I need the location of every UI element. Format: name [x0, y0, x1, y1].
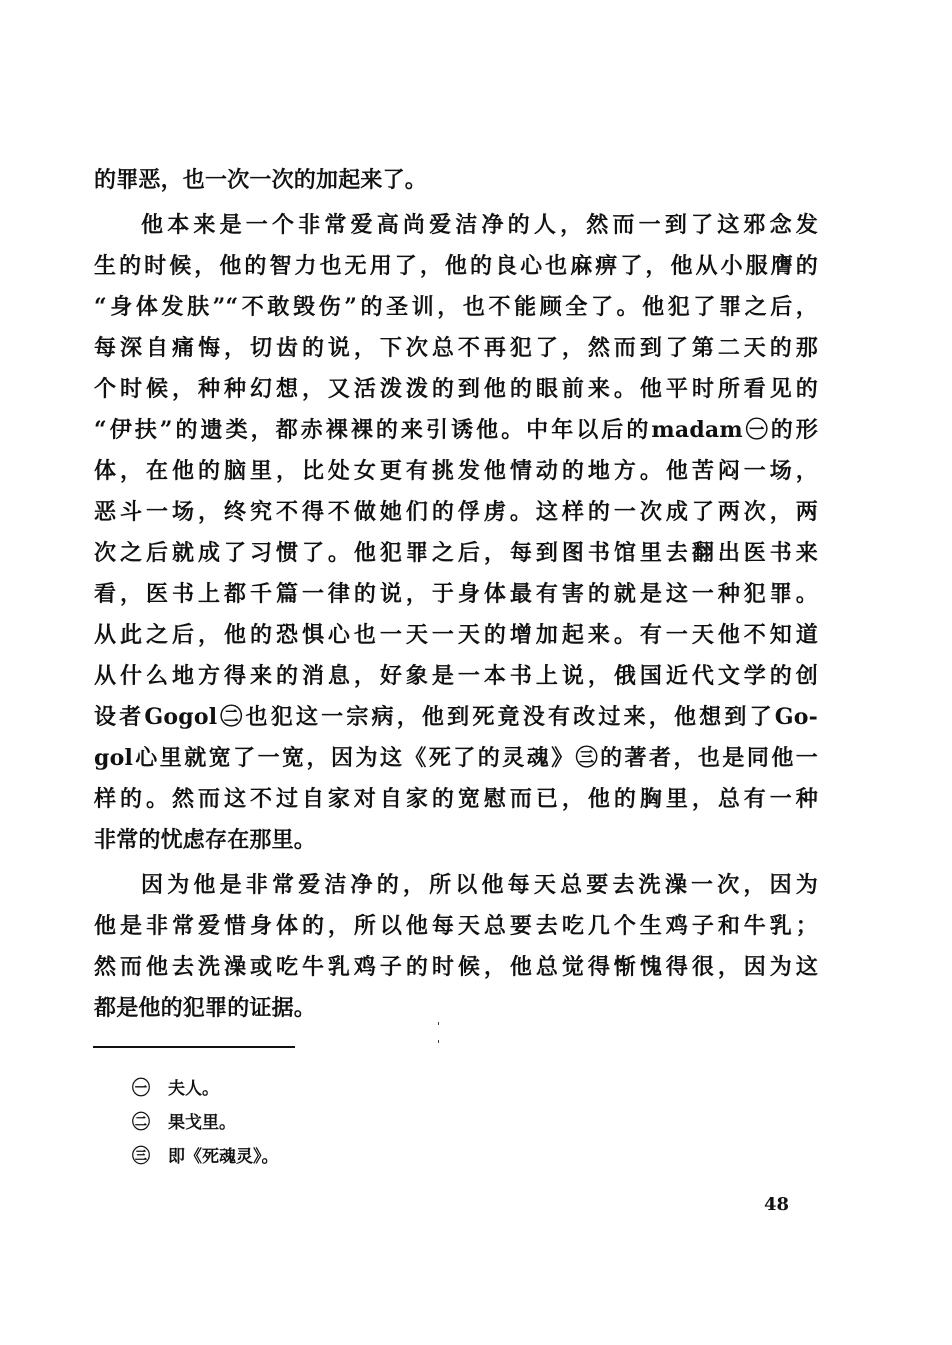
- body-text: [94, 160, 818, 1029]
- scan-speck: [438, 1040, 439, 1043]
- text-line: 恶斗一场，终究不得不做她们的俘虏。这样的一次成了两次，两: [94, 499, 818, 525]
- text-line: 每深自痛悔，切齿的说，下次总不再犯了，然而到了第二天的那: [94, 335, 818, 361]
- scan-speck: [438, 1022, 439, 1025]
- text-line: 看，医书上都千篇一律的说，于身体最有害的就是这一种犯罪。: [94, 581, 818, 607]
- text-line: 因为他是非常爱洁净的，所以他每天总要去洗澡一次，因为: [141, 872, 818, 898]
- text-line: 体，在他的脑里，比处女更有挑发他情动的地方。他苦闷一场，: [94, 458, 818, 484]
- text-line: 非常的忧虑存在那里。: [94, 827, 317, 853]
- text-line: 从什么地方得来的消息，好象是一本书上说，俄国近代文学的创: [94, 663, 818, 689]
- footnotes: [132, 1072, 279, 1174]
- text-line: 的罪恶，也一次一次的加起来了。: [94, 167, 428, 193]
- footnote-mark: ㊀: [132, 1078, 150, 1099]
- text-line: “身体发肤”“不敢毁伤”的圣训，也不能顾全了。他犯了罪之后，: [94, 294, 818, 320]
- footnote-item: [132, 1106, 279, 1140]
- text-line: 从此之后，他的恐惧心也一天一天的增加起来。有一天他不知道: [94, 622, 818, 648]
- footnote-mark: ㊂: [132, 1146, 150, 1167]
- text-line: 设者Gogol㊁也犯这一宗病，他到死竟没有改过来，他想到了Go-: [94, 704, 818, 730]
- text-line: “伊扶”的遗类，都赤裸裸的来引诱他。中年以后的madam㊀的形: [94, 417, 818, 443]
- text-line: 都是他的犯罪的证据。: [94, 995, 317, 1021]
- footnote-text: 夫人。: [168, 1079, 219, 1099]
- text-line: 个时候，种种幻想，又活泼泼的到他的眼前来。他平时所看见的: [94, 376, 818, 402]
- text-line: 他本来是一个非常爱高尚爱洁净的人，然而一到了这邪念发: [141, 212, 818, 238]
- text-line: 然而他去洗澡或吃牛乳鸡子的时候，他总觉得惭愧得很，因为这: [94, 954, 818, 980]
- footnote-text: 果戈里。: [168, 1113, 236, 1133]
- page-number: 48: [764, 1194, 790, 1215]
- text-line: gol心里就宽了一宽，因为这《死了的灵魂》㊂的著者，也是同他一: [94, 745, 818, 771]
- text-line: 次之后就成了习惯了。他犯罪之后，每到图书馆里去翻出医书来: [94, 540, 818, 566]
- footnote-mark: ㊁: [132, 1112, 150, 1133]
- text-line: 样的。然而这不过自家对自家的宽慰而已，他的胸里，总有一种: [94, 786, 818, 812]
- text-line: 生的时候，他的智力也无用了，他的良心也麻痹了，他从小服膺的: [94, 253, 818, 279]
- footnote-rule: [93, 1046, 295, 1048]
- footnote-text: 即《死魂灵》。: [168, 1147, 279, 1167]
- footnote-item: [132, 1140, 279, 1174]
- text-line: 他是非常爱惜身体的，所以他每天总要去吃几个生鸡子和牛乳；: [94, 913, 818, 939]
- footnote-item: [132, 1072, 279, 1106]
